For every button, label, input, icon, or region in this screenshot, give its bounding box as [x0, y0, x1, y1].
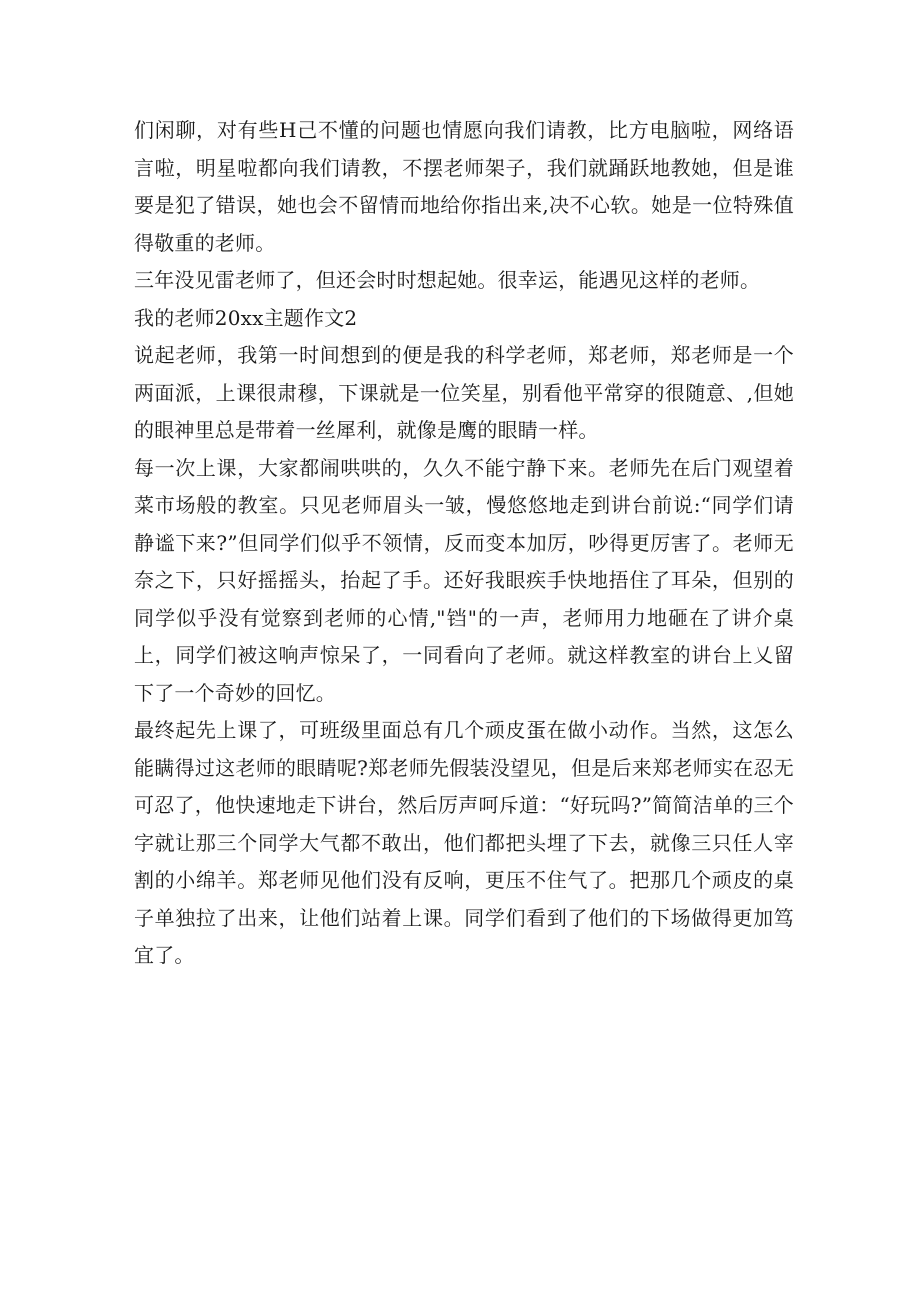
essay-heading: 我的老师20xx主题作文2 [134, 305, 358, 330]
paragraph-continued: 们闲聊，对有些H己不懂的问题也情愿向我们请教，比方电脑啦，网络语言啦，明星啦都向我们请教，不摆老师架子，我们就踊跃地教她，但是谁要是犯了错误，她也会不留情而地给你指出来,决不心软。她是一位特殊值得敬重的老师。 [134, 118, 794, 255]
body-text [134, 112, 794, 975]
paragraph-closing: 三年没见雷老师了，但还会时时想起她。很幸运，能遇见这样的老师。 [134, 268, 761, 292]
paragraph-intro: 说起老师，我第一时间想到的便是我的科学老师，郑老师，郑老师是一个两面派，上课很肃穆，下课就是一位笑星，别看他平常穿的很随意、,但她的眼神里总是带着一丝犀利，就像是鹰的眼睛一样。 [134, 343, 794, 442]
paragraph-classroom: 每一次上课，大家都闹哄哄的，久久不能宁静下来。老师先在后门观望着菜市场般的教室。只见老师眉头一皱，慢悠悠地走到讲台前说:“同学们请静谧下来?”但同学们似乎不领情，反而变本加厉，吵得更厉害了。老师无奈之下，只好摇摇头，抬起了手。还好我眼疾手快地捂住了耳朵，但别的同学似乎没有觉察到老师的心情,"铛"的一声，老师用力地砸在了讲介桌上，同学们被这响声惊呆了，一同看向了老师。就这样教室的讲台上乂留下了一个奇妙的回忆。 [134, 455, 794, 705]
paragraph-lesson: 最终起先上课了，可班级里面总有几个顽皮蛋在做小动作。当然，这怎么能瞒得过这老师的眼睛呢?郑老师先假装没望见，但是后来郑老师实在忍无可忍了，他快速地走下讲台，然后厉声呵斥道：“好玩吗?”简简洁单的三个字就让那三个同学大气都不敢出，他们都把头埋了下去，就像三只任人宰割的小绵羊。郑老师见他们没有反响，更压不住气了。把那几个顽皮的桌子单独拉了出来，让他们站着上课。同学们看到了他们的下场做得更加笃宜了。 [134, 718, 794, 967]
